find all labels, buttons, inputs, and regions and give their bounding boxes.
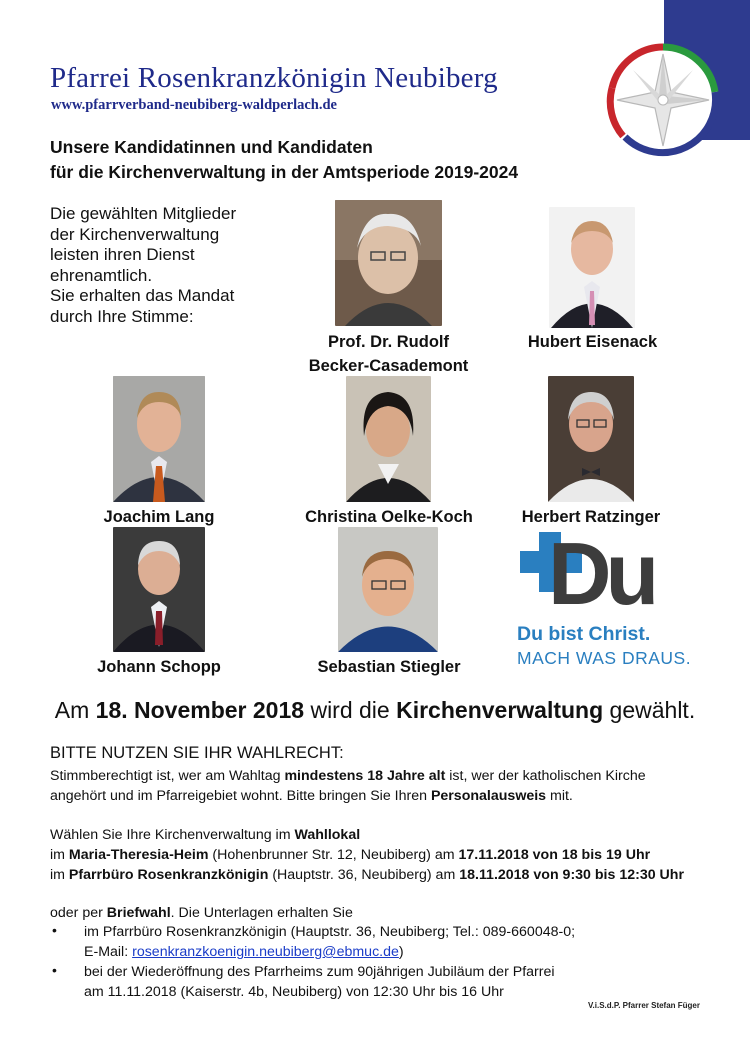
intro-line: leisten ihren Dienst [50, 245, 195, 265]
election-post: gewählt. [603, 697, 696, 723]
candidate-name-line: Prof. Dr. Rudolf [328, 333, 449, 351]
polling-intro [50, 825, 360, 845]
candidate-name-schopp: Johann Schopp [97, 658, 221, 676]
parish-title: Pfarrei Rosenkranzkönigin Neubiberg [50, 62, 498, 94]
election-mid: wird die [304, 697, 397, 723]
polling-time: 18.11.2018 von 9:30 bis 12:30 Uhr [459, 867, 684, 883]
text: angehört und im Pfarreigebiet wohnt. Bitte bringen Sie Ihren [50, 788, 431, 804]
age-requirement: mindestens 18 Jahre alt [284, 768, 446, 784]
candidate-name-becker-casademont [280, 330, 497, 378]
intro-line: durch Ihre Stimme: [50, 306, 194, 326]
voting-rights-line-2 [50, 786, 573, 806]
candidate-photo-eisenack [549, 207, 635, 328]
text: ) [398, 944, 404, 960]
candidate-name-stiegler: Sebastian Stiegler [317, 658, 461, 676]
id-requirement: Personalausweis [430, 788, 547, 804]
du-bist-christ-text: Du bist Christ. [517, 623, 651, 645]
candidate-name-oelke-koch: Christina Oelke-Koch [305, 508, 473, 526]
polling-time: 17.11.2018 von 18 bis 19 Uhr [458, 847, 651, 863]
election-pre: Am [54, 697, 96, 723]
candidate-photo-schopp [113, 527, 205, 652]
heading-line-1: Unsere Kandidatinnen und Kandidaten [50, 137, 373, 157]
postal-option-1-line-1: im Pfarrbüro Rosenkranzkönigin (Hauptstr. 36, Neubiberg; Tel.: 089-660048-0; [84, 924, 576, 940]
text: mit. [546, 788, 573, 804]
text: im [50, 867, 69, 883]
candidate-photo-oelke-koch [346, 376, 431, 502]
candidate-photo-becker-casademont [335, 200, 442, 326]
intro-line: ehrenamtlich. [50, 265, 153, 285]
postal-option-2-line-1: bei der Wiederöffnung des Pfarrheims zum 90jährigen Jubiläum der Pfarrei [84, 964, 555, 980]
parish-compass-logo-icon [603, 40, 723, 160]
polling-address: (Hohenbrunner Str. 12, Neubiberg) am [208, 847, 459, 863]
intro-line: der Kirchenverwaltung [50, 224, 220, 244]
postal-option-1-line-2 [84, 942, 404, 962]
intro-text [50, 204, 280, 328]
email-link[interactable]: rosenkranzkoenigin.neubiberg@ebmuc.de [132, 944, 399, 960]
postal-vote-label: Briefwahl [106, 905, 171, 921]
text: im [50, 847, 69, 863]
candidate-name-lang: Joachim Lang [103, 508, 215, 526]
text: Wählen Sie Ihre Kirchenverwaltung im [50, 827, 295, 843]
polling-place: Pfarrbüro Rosenkranzkönigin [68, 867, 269, 883]
text: oder per [50, 905, 107, 921]
polling-address: (Hauptstr. 36, Neubiberg) am [268, 867, 460, 883]
election-statement [0, 697, 750, 724]
text: ist, wer der katholischen Kirche [445, 768, 646, 784]
candidate-name-ratzinger: Herbert Ratzinger [521, 508, 661, 526]
candidate-photo-lang [113, 376, 205, 502]
election-body: Kirchenverwaltung [396, 697, 604, 723]
intro-line: Sie erhalten das Mandat [50, 286, 235, 306]
polling-station-2 [50, 865, 684, 885]
legal-footnote: V.i.S.d.P. Pfarrer Stefan Füger [587, 1001, 700, 1010]
mach-was-draus-text: MACH WAS DRAUS. [517, 648, 692, 668]
bullet-icon: • [52, 962, 57, 978]
election-date: 18. November 2018 [95, 697, 305, 723]
voting-rights-line-1 [50, 766, 646, 786]
text: E-Mail: [84, 944, 133, 960]
candidate-photo-ratzinger [548, 376, 634, 502]
text: . Die Unterlagen erhalten Sie [170, 905, 353, 921]
polling-place: Maria-Theresia-Heim [68, 847, 209, 863]
polling-station-label: Wahllokal [294, 827, 361, 843]
candidate-name-eisenack: Hubert Eisenack [527, 333, 658, 351]
parish-website[interactable]: www.pfarrverband-neubiberg-waldperlach.de [51, 97, 337, 113]
bullet-icon: • [52, 922, 57, 938]
postal-option-2-line-2: am 11.11.2018 (Kaiserstr. 4b, Neubiberg) von 12:30 Uhr bis 16 Uhr [84, 984, 504, 1000]
candidate-photo-stiegler [338, 527, 438, 652]
postal-vote-intro [50, 903, 353, 923]
heading-line-2: für die Kirchenverwaltung in der Amtsperiode 2019-2024 [50, 162, 519, 182]
du-logo-text: Du [548, 524, 654, 623]
intro-line: Die gewählten Mitglieder [50, 204, 237, 223]
voting-rights-title: BITTE NUTZEN SIE IHR WAHLRECHT: [50, 744, 344, 762]
candidate-name-line: Becker-Casademont [308, 357, 469, 375]
polling-station-1 [50, 845, 650, 865]
text: Stimmberechtigt ist, wer am Wahltag [50, 768, 285, 784]
